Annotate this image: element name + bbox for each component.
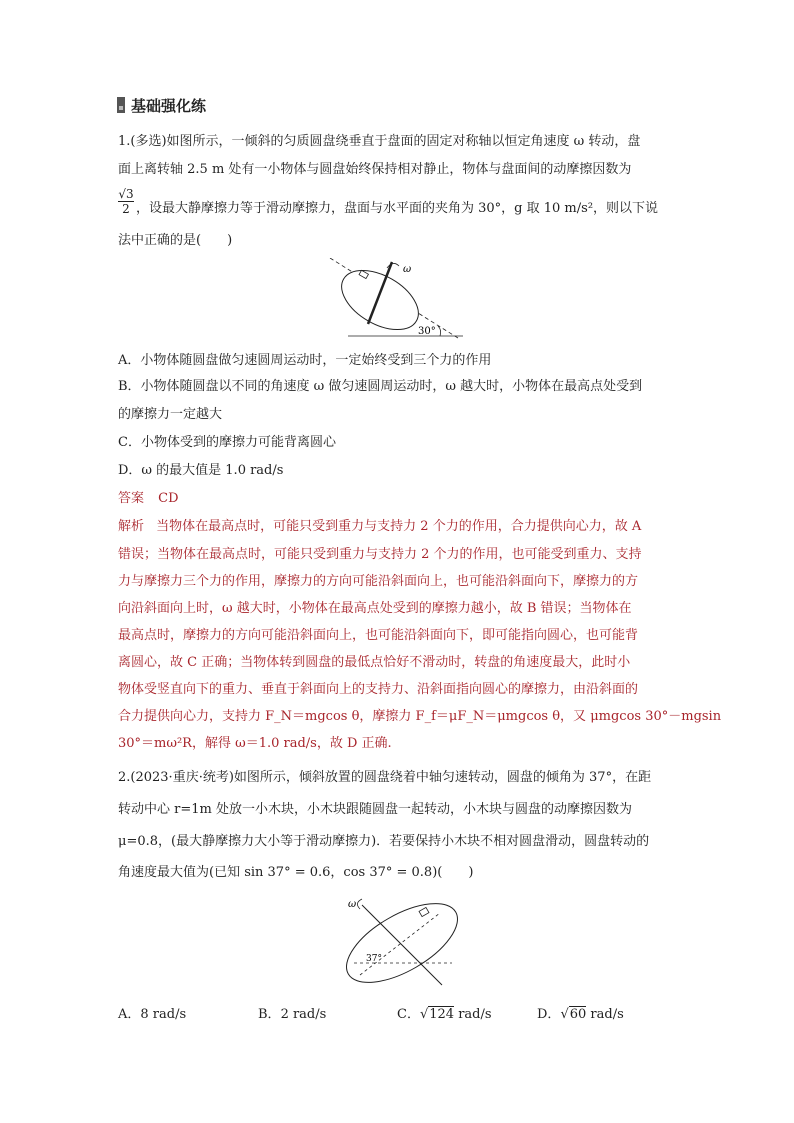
q1-analysis-line: 力与摩擦力三个力的作用，摩擦力的方向可能沿斜面向上，也可能沿斜面向下，摩擦力的方 — [118, 574, 639, 589]
fraction-numerator: √3 — [118, 187, 134, 201]
q1-analysis-line: 向沿斜面向上时，ω 越大时，小物体在最高点处受到的摩擦力越小，故 B 错误；当物体在 — [118, 601, 632, 616]
q1-option-d: D．ω 的最大值是 1.0 rad/s — [118, 463, 284, 478]
q1-figure — [318, 258, 468, 342]
section-header — [117, 93, 206, 117]
option-label: A． — [118, 1007, 141, 1022]
q2-option-c — [397, 1003, 492, 1022]
q1-option-b: B．小物体随圆盘以不同的角速度 ω 做匀速圆周运动时，ω 越大时，小物体在最高点处受到 — [118, 379, 643, 394]
section-title: 基础强化练 — [131, 96, 207, 115]
q1-friction-fraction — [118, 187, 134, 216]
q1-analysis-line: 最高点时，摩擦力的方向可能沿斜面向上，也可能沿斜面向下，即可能指向圆心，也可能背 — [118, 628, 639, 643]
q2-option-d — [537, 1003, 624, 1022]
option-value: 2 rad/s — [280, 1007, 327, 1022]
q1-stem-line: 面上离转轴 2.5 m 处有一小物体与圆盘始终保持相对静止，物体与盘面间的动摩擦因数为 — [118, 162, 632, 177]
q1-analysis-line: 合力提供向心力，支持力 F_N＝mgcos θ，摩擦力 F_f＝μF_N＝μmgcos θ，又 μmgcos 30°－mgsin — [118, 709, 722, 724]
q1-analysis-line: 离圆心，故 C 正确；当物体转到圆盘的最低点恰好不滑动时，转盘的角速度最大，此时小 — [118, 655, 631, 670]
fraction-denominator: 2 — [122, 202, 130, 216]
q1-analysis-line: 30°＝mω²R，解得 ω＝1.0 rad/s，故 D 正确. — [118, 736, 392, 751]
angle-arc — [438, 326, 441, 336]
option-unit: rad/s — [454, 1007, 492, 1022]
q1-stem-line: 法中正确的是( ) — [118, 233, 233, 248]
sqrt-icon: √ — [560, 1007, 569, 1022]
option-label: D． — [537, 1007, 561, 1022]
option-label: B． — [258, 1007, 281, 1022]
section-marker-icon — [117, 97, 125, 113]
q1-analysis-line: 物体受竖直向下的重力、垂直于斜面向上的支持力、沿斜面指向圆心的摩擦力，由沿斜面的 — [118, 682, 639, 697]
q1-analysis-line: 错误；当物体在最高点时，可能只受到重力与支持力 2 个力的作用，也可能受到重力、支持 — [118, 547, 642, 562]
option-value: 60 — [569, 1007, 587, 1022]
q1-option-a: A．小物体随圆盘做匀速圆周运动时，一定始终受到三个力的作用 — [118, 353, 492, 368]
sqrt-icon: √ — [419, 1007, 429, 1022]
q2-option-a — [118, 1003, 186, 1022]
answer-label: 答案 — [118, 491, 145, 506]
q1-stem-line: 1.(多选)如图所示，一倾斜的匀质圆盘绕垂直于盘面的固定对称轴以恒定角速度 ω 转动，盘 — [118, 134, 641, 149]
option-value: 124 — [429, 1007, 455, 1022]
q1-option-b-cont: 的摩擦力一定越大 — [118, 407, 223, 422]
q1-analysis-line — [118, 518, 641, 535]
q2-figure — [340, 893, 470, 988]
angle-label: 30° — [418, 326, 436, 337]
q2-stem-line: 转动中心 r=1m 处放一小木块，小木块跟随圆盘一起转动，小木块与圆盘的动摩擦因数为 — [118, 802, 632, 817]
analysis-label: 解析 — [118, 519, 145, 534]
analysis-text: 当物体在最高点时，可能只受到重力与支持力 2 个力的作用，合力提供向心力，故 A — [156, 519, 642, 534]
rotation-arrow-icon — [357, 899, 362, 909]
q1-answer — [118, 490, 179, 507]
q2-option-b — [258, 1003, 326, 1022]
option-label: C． — [397, 1007, 420, 1022]
omega-label: ω — [403, 264, 412, 275]
q2-stem-line: 2.(2023·重庆·统考)如图所示，倾斜放置的圆盘绕着中轴匀速转动，圆盘的倾角为 37°，在距 — [118, 770, 652, 785]
q2-stem-line: μ=0.8，(最大静摩擦力大小等于滑动摩擦力)．若要保持小木块不相对圆盘滑动，圆盘转动的 — [118, 834, 650, 849]
option-unit: rad/s — [586, 1007, 624, 1022]
q1-stem-line: ，设最大静摩擦力等于滑动摩擦力，盘面与水平面的夹角为 30°，g 取 10 m/s²，则以下说 — [136, 201, 659, 216]
q2-stem-line: 角速度最大值为(已知 sin 37° = 0.6，cos 37° = 0.8)( ) — [118, 865, 474, 880]
q1-option-c: C．小物体受到的摩擦力可能背离圆心 — [118, 435, 336, 450]
answer-value: CD — [158, 491, 179, 506]
option-value: 8 rad/s — [140, 1007, 187, 1022]
angle-label: 37° — [366, 954, 382, 964]
omega-label: ω — [348, 899, 357, 910]
tilted-disc — [332, 258, 429, 342]
